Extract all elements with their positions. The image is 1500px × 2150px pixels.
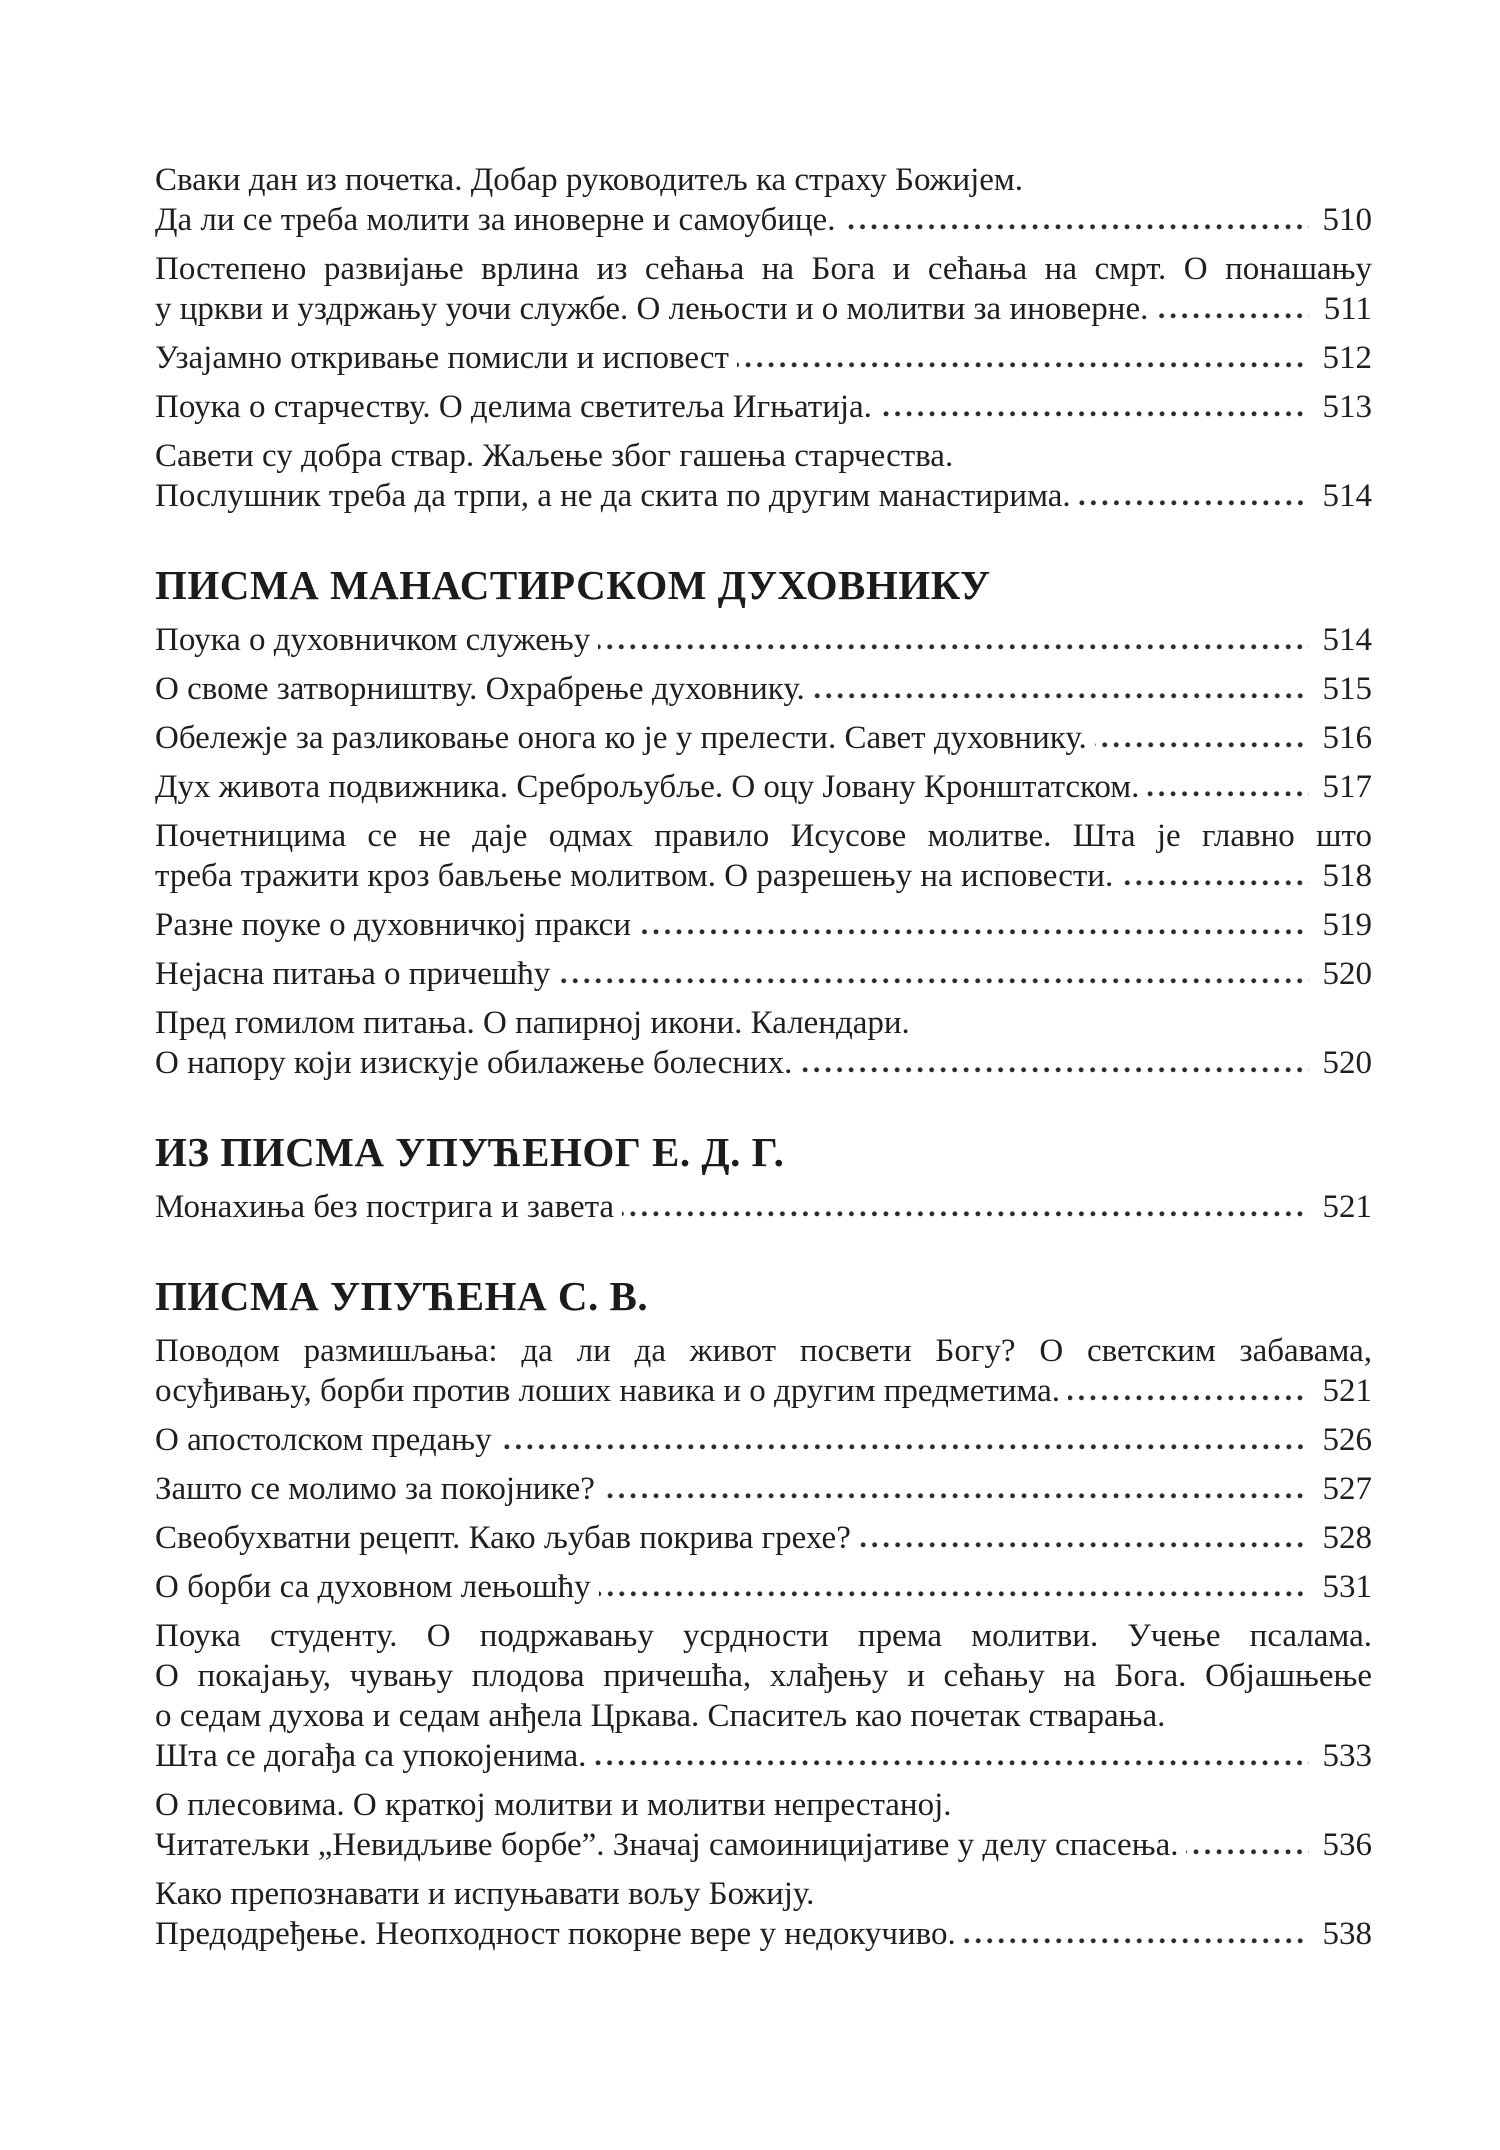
toc-entry-title-text: О напору који изискује обилажење болесних.: [155, 1045, 793, 1081]
toc-entry-last-line: [155, 1518, 1372, 1558]
dot-leader: [622, 1211, 1309, 1217]
dot-leader: [1156, 313, 1309, 319]
toc-entry-line: Пред гомилом питања. О папирној икони. Календари.: [155, 1005, 910, 1041]
dot-leader: [1068, 1395, 1309, 1401]
toc-entry-last-line: [155, 1043, 1372, 1083]
toc-entry-last-line: [155, 289, 1372, 329]
page-number: 519: [1322, 907, 1372, 943]
toc-entry-title-text: осуђивању, борби против лоших навика и о другим предметима.: [155, 1373, 1061, 1409]
toc-entry-title-text: Да ли се треба молити за иноверне и самоубице.: [155, 202, 836, 238]
toc-entry-line: О плесовима. О краткој молитви и молитви непрестаној.: [155, 1787, 952, 1823]
dot-leader: [1095, 742, 1309, 748]
section-entries: [155, 160, 1372, 516]
toc-entry: [155, 1567, 1372, 1607]
page-number: 521: [1322, 1373, 1372, 1409]
toc-entry-title-text: Монахиња без пострига и завета: [155, 1189, 615, 1225]
dot-leader: [964, 1938, 1309, 1944]
dot-leader: [594, 1760, 1309, 1766]
toc-entry-last-line: [155, 387, 1372, 427]
page-number: 516: [1322, 720, 1372, 756]
toc-entry: [155, 249, 1372, 329]
toc-entry-last-line: [155, 1914, 1372, 1954]
section-entries: [155, 620, 1372, 1083]
toc-entry-title-text: Читатељки „Невидљиве борбе”. Значај самоиницијативе у делу спасења.: [155, 1827, 1179, 1863]
toc-entry: [155, 1331, 1372, 1411]
section-heading: ПИСМА МАНАСТИРСКОМ ДУХОВНИКУ: [155, 562, 991, 608]
page-number: 510: [1322, 202, 1372, 238]
toc-entry-last-line: [155, 1567, 1372, 1607]
page-number: 514: [1322, 622, 1372, 658]
toc-entry-last-line: [155, 1420, 1372, 1460]
toc-entry-last-line: [155, 1736, 1372, 1776]
toc-entry: [155, 954, 1372, 994]
toc-entry-title-text: О своме затворништву. Охрабрење духовнику.: [155, 671, 805, 707]
toc-entry-title-text: Узајамно откривање помисли и исповест: [155, 340, 729, 376]
toc-entry-title-text: Предодређење. Неопходност покорне вере у недокучиво.: [155, 1916, 956, 1952]
toc-section: [155, 1127, 1372, 1227]
section-entries: [155, 1187, 1372, 1227]
toc-entry-line: Постепено развијање врлина из сећања на Бога и сећања на смрт. О понашању: [155, 251, 1372, 287]
toc-entry-line: О покајању, чувању плодова причешћа, хлађењу и сећању на Бога. Објашњење: [155, 1658, 1372, 1694]
toc-entry: [155, 767, 1372, 807]
section-entries: [155, 1331, 1372, 1954]
toc-entry-title-text: у цркви и уздржању уочи службе. О лењости и о молитви за иноверне.: [155, 291, 1149, 327]
toc-entry-title-text: Зашто се молимо за покојнике?: [155, 1471, 595, 1507]
toc-entry-line: Поводом размишљања: да ли да живот посвети Богу? О светским забавама,: [155, 1333, 1372, 1369]
toc-entry-title-text: О апостолском предању: [155, 1422, 492, 1458]
dot-leader: [1147, 791, 1309, 797]
page-number: 515: [1322, 671, 1372, 707]
dot-leader: [639, 929, 1309, 935]
page-number: 531: [1322, 1569, 1372, 1605]
toc-entry-title-text: Нејасна питања о причешћу: [155, 956, 551, 992]
toc-entry: [155, 160, 1372, 240]
page-number: 520: [1322, 956, 1372, 992]
toc-entry-last-line: [155, 1187, 1372, 1227]
dot-leader: [599, 1591, 1309, 1597]
dot-leader: [737, 362, 1309, 368]
dot-leader: [1121, 880, 1309, 886]
toc-entry: [155, 905, 1372, 945]
dot-leader: [813, 693, 1309, 699]
dot-leader: [603, 1493, 1309, 1499]
toc-entry: [155, 436, 1372, 516]
toc-entry-line: Савети су добра ствар. Жаљење због гашења старчества.: [155, 438, 954, 474]
dot-leader: [1079, 500, 1309, 506]
page-number: 528: [1322, 1520, 1372, 1556]
toc-entry-title-text: Свеобухватни рецепт. Како љубав покрива грехе?: [155, 1520, 851, 1556]
page-number: 536: [1322, 1827, 1372, 1863]
toc-entry-last-line: [155, 856, 1372, 896]
toc-entry: [155, 718, 1372, 758]
toc-entry-line: Сваки дан из почетка. Добар руководитељ ка страху Божијем.: [155, 162, 1024, 198]
toc-entry-title-text: Шта се догађа са упокојенима.: [155, 1738, 587, 1774]
toc-entry-last-line: [155, 767, 1372, 807]
toc-entry-line: о седам духова и седам анђела Цркава. Спаситељ као почетак стварања.: [155, 1698, 1166, 1734]
table-of-contents: [155, 160, 1372, 1954]
toc-entry-last-line: [155, 338, 1372, 378]
page-number: 521: [1322, 1189, 1372, 1225]
toc-entry-title-text: Поука о духовничком служењу: [155, 622, 591, 658]
toc-entry: [155, 387, 1372, 427]
dot-leader: [1186, 1849, 1309, 1855]
page-number: 513: [1322, 389, 1372, 425]
toc-entry-last-line: [155, 905, 1372, 945]
toc-entry: [155, 1874, 1372, 1954]
page-number: 517: [1322, 769, 1372, 805]
toc-entry-last-line: [155, 200, 1372, 240]
toc-entry-last-line: [155, 718, 1372, 758]
toc-entry-title-text: О борби са духовном лењошћу: [155, 1569, 591, 1605]
toc-entry-title-text: треба тражити кроз бављење молитвом. О разрешењу на исповести.: [155, 858, 1114, 894]
toc-entry-last-line: [155, 669, 1372, 709]
toc-entry: [155, 1785, 1372, 1865]
toc-entry: [155, 669, 1372, 709]
toc-entry: [155, 1420, 1372, 1460]
toc-entry: [155, 1187, 1372, 1227]
toc-entry: [155, 338, 1372, 378]
toc-entry-last-line: [155, 954, 1372, 994]
toc-section: [155, 560, 1372, 1083]
toc-entry: [155, 816, 1372, 896]
dot-leader: [598, 644, 1309, 650]
toc-section: [155, 160, 1372, 516]
toc-section: [155, 1271, 1372, 1954]
page-number: 538: [1322, 1916, 1372, 1952]
page-number: 511: [1323, 291, 1372, 327]
dot-leader: [558, 978, 1309, 984]
toc-entry-last-line: [155, 1469, 1372, 1509]
page-number: 520: [1322, 1045, 1372, 1081]
toc-entry-line: Поука студенту. О подржавању усрдности према молитви. Учење псалама.: [155, 1618, 1372, 1654]
dot-leader: [880, 411, 1309, 417]
page-number: 526: [1322, 1422, 1372, 1458]
dot-leader: [859, 1542, 1309, 1548]
toc-entry: [155, 1616, 1372, 1776]
dot-leader: [500, 1444, 1309, 1450]
dot-leader: [800, 1067, 1309, 1073]
page-number: 518: [1322, 858, 1372, 894]
page-number: 527: [1322, 1471, 1372, 1507]
toc-entry: [155, 1469, 1372, 1509]
section-heading: ИЗ ПИСМА УПУЋЕНОГ Е. Д. Г.: [155, 1129, 785, 1175]
toc-entry-line: Почетницима се не даје одмах правило Исусове молитве. Шта је главно што: [155, 818, 1372, 854]
toc-entry-title-text: Разне поуке о духовничкој пракси: [155, 907, 631, 943]
toc-entry-last-line: [155, 1371, 1372, 1411]
toc-entry-line: Како препознавати и испуњавати вољу Божију.: [155, 1876, 815, 1912]
page-number: 533: [1322, 1738, 1372, 1774]
toc-entry: [155, 620, 1372, 660]
page-number: 512: [1322, 340, 1372, 376]
toc-entry-title-text: Обележје за разликовање онога ко је у прелести. Савет духовнику.: [155, 720, 1087, 756]
toc-entry-last-line: [155, 620, 1372, 660]
toc-entry-last-line: [155, 476, 1372, 516]
page-number: 514: [1322, 478, 1372, 514]
toc-entry: [155, 1518, 1372, 1558]
dot-leader: [843, 224, 1309, 230]
toc-entry-last-line: [155, 1825, 1372, 1865]
toc-entry-title-text: Послушник треба да трпи, а не да скита по другим манастирима.: [155, 478, 1071, 514]
section-heading: ПИСМА УПУЋЕНА С. В.: [155, 1273, 649, 1319]
toc-entry: [155, 1003, 1372, 1083]
toc-entry-title-text: Дух живота подвижника. Среброљубље. О оцу Јовану Кронштатском.: [155, 769, 1140, 805]
toc-entry-title-text: Поука о старчеству. О делима светитеља Игњатија.: [155, 389, 872, 425]
